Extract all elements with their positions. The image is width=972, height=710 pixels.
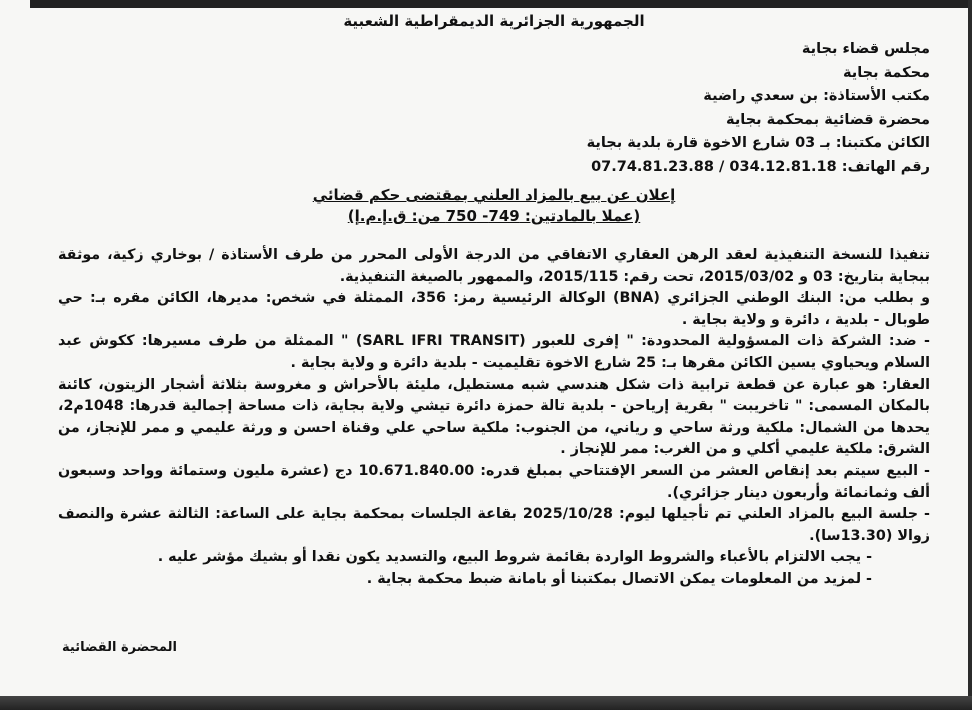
announcement-document [58,10,930,692]
scan-border-right [968,0,972,710]
announcement-title [58,185,930,227]
court-name: محكمة بجاية [843,64,930,81]
signature-label: المحضرة القضائية [62,640,177,655]
scan-border-bottom [0,696,972,710]
paragraph-defendant: - ضد: الشركة ذات المسؤولية المحدودة: " إفرى للعبور (SARL IFRI TRANSIT) " الممثلة من طرف مسيرها: ككوش عبد السلام ويحياوي يسين الكائن مقرها بـ: 25 شارع الاخوة تقليميت - بلدية دائرة و ولاية بجاية . [58,333,930,371]
office-name: مكتب الأستاذة: بن سعدي راضية [703,88,930,104]
paragraph-price: - البيع سيتم بعد إنقاص العشر من السعر الإفتتاحي بمبلغ قدره: 10.671.840.00 دج (عشرة مليون وستمائة وواحد وسبعون ألف وثمانمائة وأربعون دينار جزائري). [58,462,930,501]
paragraph-property: العقار: هو عبارة عن قطعة ترابية ذات شكل هندسي شبه مستطيل، مليئة بالأحراش و مغروسة بثلاثة أشجار الزيتون، كائنة بالمكان المسمى: " تاخريبت " بقرية إرياحن - بلدية تالة حمزة دائرة تيشي ولاية بجاية، ذات مساحة إجمالية قدرها: 1048م2، يحدها من الشمال: ملكية ورثة ساحي و رياني، من الجنوب: ملكية ساحي علي وقناة احسن و ورثة عليمي و ممر للإنجاز، من الشرق: ملكية عليمي أكلي و من الغرب: ممر للإنجاز . [58,376,930,458]
paragraph-session: - جلسة البيع بالمزاد العلني تم تأجيلها ليوم: 2025/10/28 بقاعة الجلسات بمحكمة بجاية على الساعة: الثالثة عشرة والنصف زوالا (13.30سا). [58,506,930,544]
bullet-conditions: - يجب الالتزام بالأعباء والشروط الواردة بقائمة شروط البيع، والتسديد يكون نقدا أو بشيك مؤشر عليه . [157,549,872,566]
office-header [58,38,930,179]
phone-numbers: رقم الهاتف: 034.12.81.18 / 07.74.81.23.88 [591,158,930,175]
bailiff-title: محضرة قضائية بمحكمة بجاية [726,111,930,128]
paragraph-execution: تنفيذا للنسخة التنفيذية لعقد الرهن العقاري الاتفاقي من الدرجة الأولى المحرر من طرف الأستاذة / بوخاري زكية، موثقة ببجاية بتاريخ: 03 و 2015/03/02، تحت رقم: 2015/115، والممهور بالصيغة التنفيذية. [58,247,930,285]
announcement-body [58,245,930,591]
republic-heading: الجمهورية الجزائرية الديمقراطية الشعبية [343,12,645,30]
scan-border-top [30,0,972,8]
title-line-2: (عملا بالمادتين: 749- 750 من: ق.إ.م.إ) [347,207,641,225]
court-council: مجلس قضاء بجاية [801,41,930,57]
paragraph-applicant: و بطلب من: البنك الوطني الجزائري (BNA) الوكالة الرئيسية رمز: 356، الممثلة في شخص: مديرها، الكائن مقره بـ: حي طوبال - بلدية ، دائرة و ولاية بجاية . [58,290,930,328]
bullet-contact: - لمزيد من المعلومات يمكن الاتصال بمكتبنا أو بامانة ضبط محكمة بجاية . [366,570,872,587]
office-address: الكائن مكتبنا: بـ 03 شارع الاخوة قارة بلدية بجاية [586,135,930,151]
title-line-1: إعلان عن بيع بالمزاد العلني بمقتضى حكم قضائي [312,186,676,204]
